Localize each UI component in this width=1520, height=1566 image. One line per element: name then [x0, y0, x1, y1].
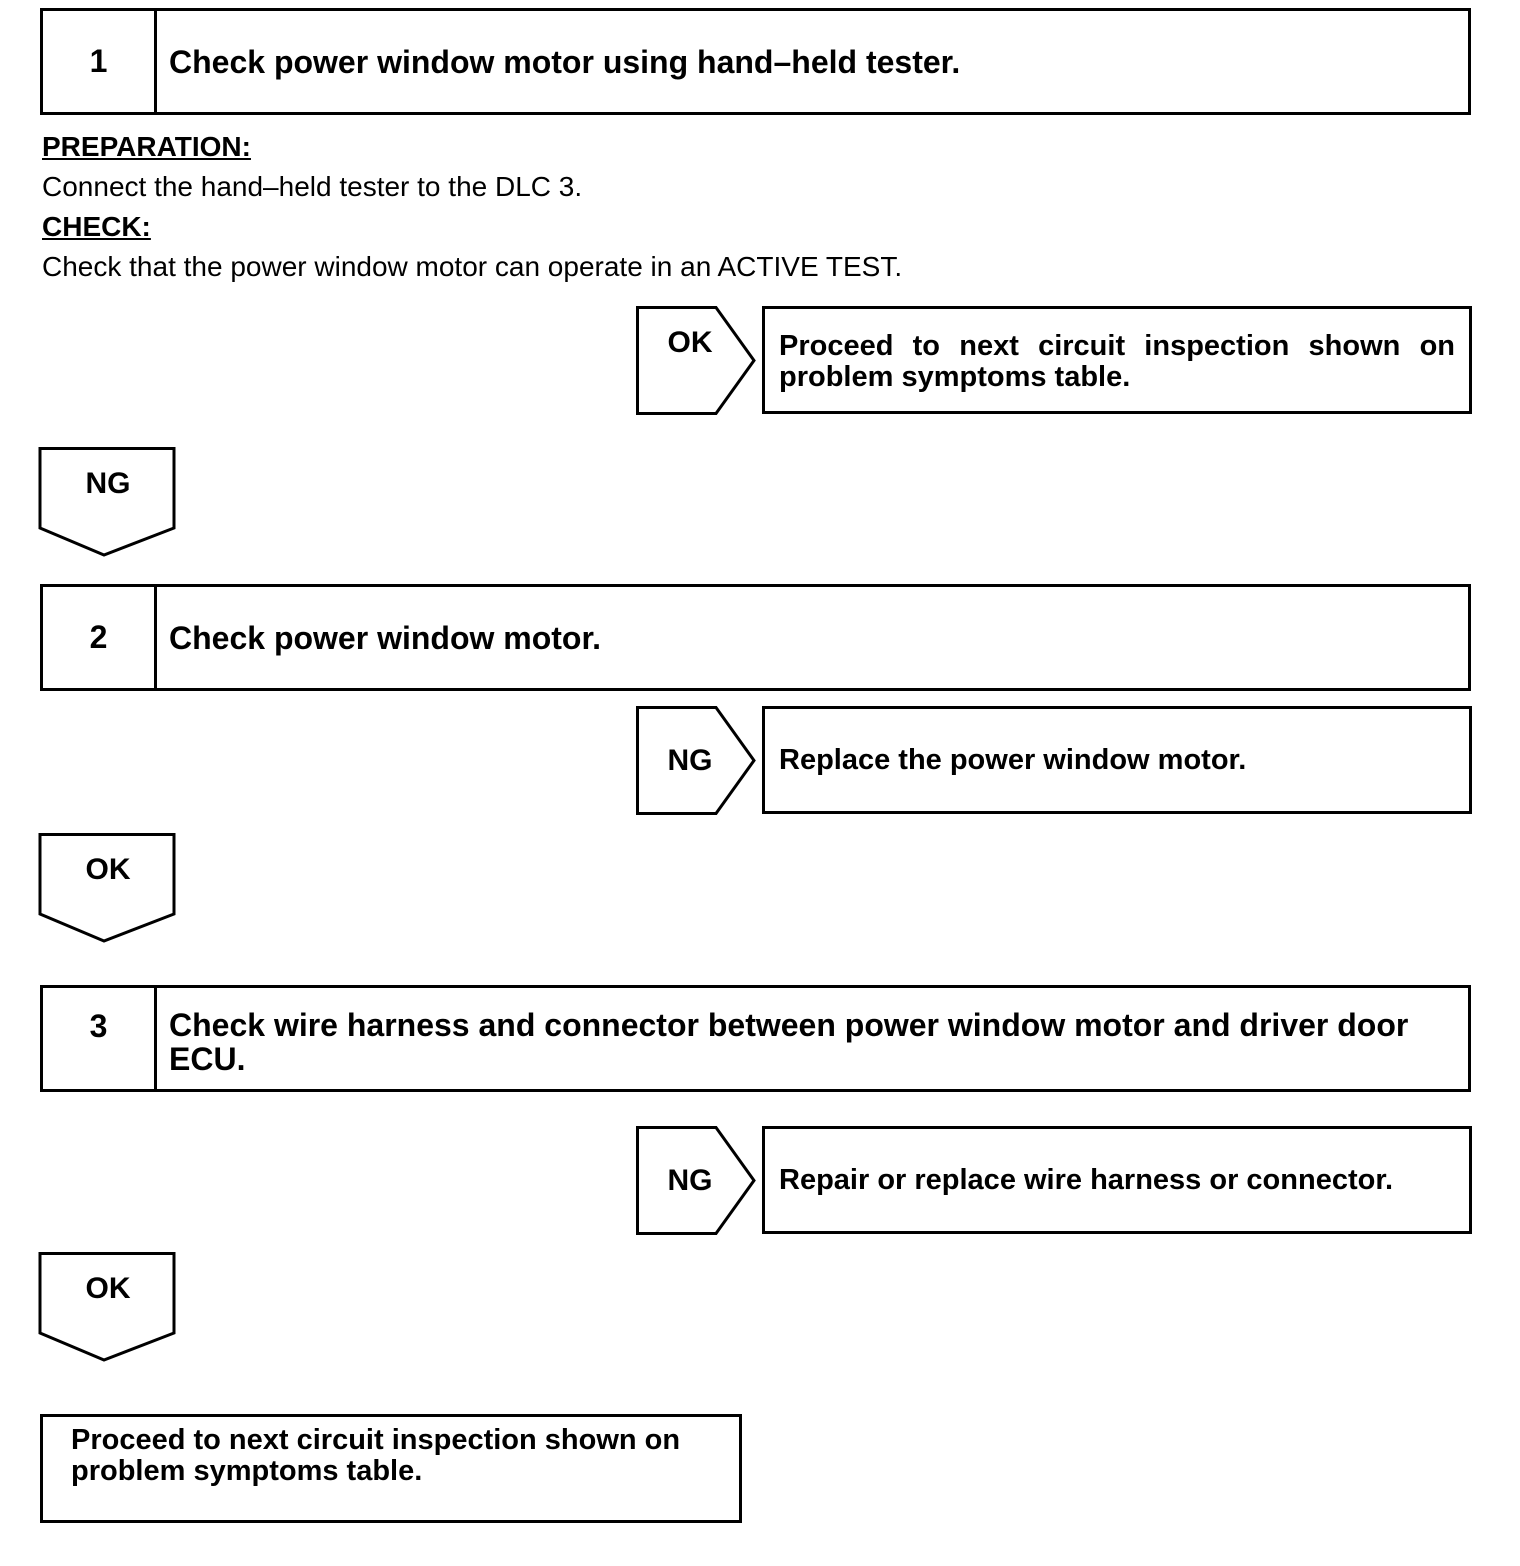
check-label: CHECK: — [42, 211, 151, 242]
ok-down-badge — [38, 833, 178, 945]
badge-label: NG — [667, 743, 713, 777]
step-2-box — [40, 584, 1471, 691]
badge-label: NG — [85, 467, 131, 500]
step-number: 2 — [43, 587, 157, 688]
badge-label: OK — [667, 326, 713, 359]
down-arrow-badge-shape — [38, 833, 178, 945]
step-title: Check wire harness and connector between power window motor and driver door ECU. — [169, 1007, 1409, 1077]
check-text: Check that the power window motor can operate in an ACTIVE TEST. — [42, 251, 903, 282]
result-box: Proceed to next circuit inspection shown on problem symptoms table. — [762, 306, 1472, 414]
step-title: Check power window motor using hand–held tester. — [169, 43, 961, 80]
down-arrow-badge-shape — [38, 447, 178, 559]
step-1-box — [40, 8, 1471, 115]
final-result-box: Proceed to next circuit inspection shown on problem symptoms table. — [40, 1414, 742, 1523]
badge-label: NG — [667, 1163, 713, 1197]
ng-down-badge — [38, 447, 178, 559]
preparation-text: Connect the hand–held tester to the DLC 3. — [42, 171, 583, 202]
step-title: Check power window motor. — [169, 619, 602, 656]
ng-badge — [636, 706, 758, 815]
result-box: Repair or replace wire harness or connector. — [762, 1126, 1472, 1234]
ok-down-badge — [38, 1252, 178, 1364]
ok-badge — [636, 306, 758, 415]
badge-label: OK — [85, 1272, 131, 1305]
step-3-box — [40, 985, 1471, 1092]
result-box: Replace the power window motor. — [762, 706, 1472, 814]
down-arrow-badge-shape — [38, 1252, 178, 1364]
badge-label: OK — [85, 853, 131, 886]
step-number: 3 — [43, 988, 157, 1089]
step-number: 1 — [43, 11, 157, 112]
preparation-label: PREPARATION: — [42, 131, 251, 162]
ng-badge — [636, 1126, 758, 1235]
